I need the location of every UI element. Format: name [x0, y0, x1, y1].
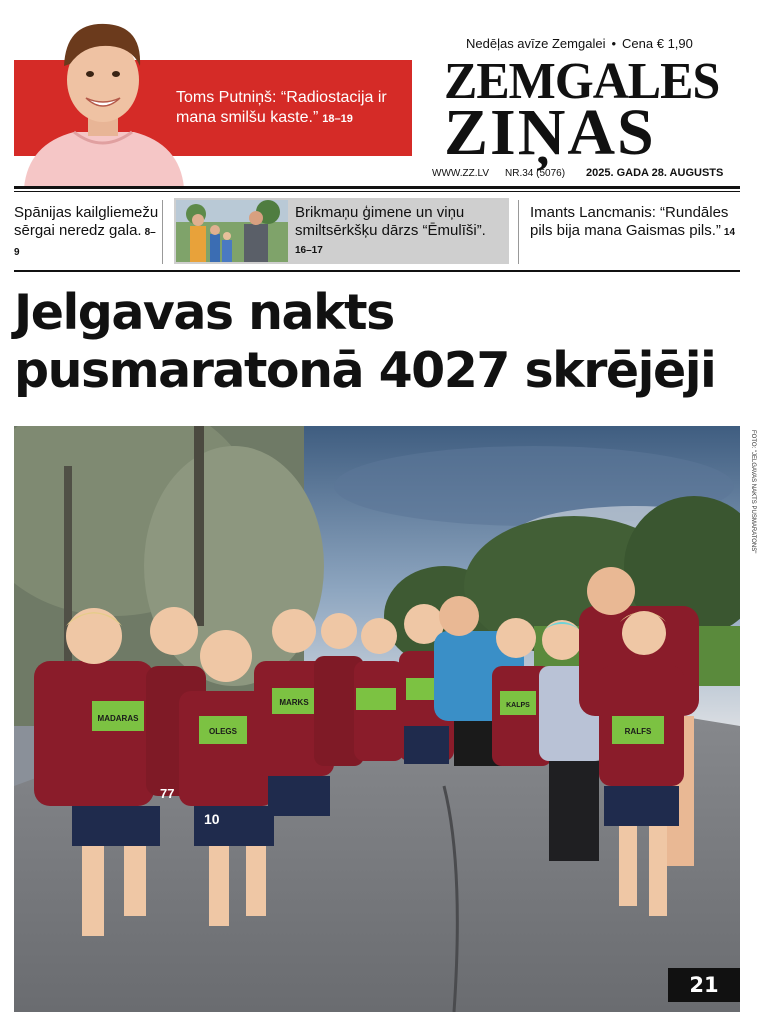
main-photo[interactable] [14, 426, 740, 1012]
page-number-badge: 21 [668, 968, 740, 1002]
bib-label: MARKS [279, 698, 309, 707]
teaser-rundale[interactable] [530, 204, 742, 242]
masthead-tagline [466, 36, 693, 51]
banner-quote[interactable] [176, 88, 406, 129]
teaser-family-text: Brikmaņu ģimene un viņu smiltsērkšķu dārzs “Ēmulīši”. [295, 204, 486, 239]
teaser-rundale-pages: 14 [723, 227, 736, 238]
teaser-divider [518, 200, 519, 264]
tagline-separator: • [611, 36, 617, 51]
bib-label: OLEGS [208, 727, 238, 736]
price-text: Cena € 1,90 [622, 36, 693, 51]
masthead-rule [14, 186, 740, 189]
teaser-portrait-image[interactable] [14, 14, 188, 188]
teaser-snails[interactable] [14, 204, 159, 262]
shirt-number: 10 [204, 811, 220, 827]
bib-label: MADARAS [97, 714, 139, 723]
teaser-divider [162, 200, 163, 264]
teaser-rundale-text: Imants Lancmanis: “Rundāles pils bija mana Gaismas pils.” [530, 204, 729, 239]
family-photo-thumbnail[interactable] [176, 200, 288, 262]
banner-quote-text: Toms Putniņš: “Radiostacija ir mana smilšu kaste.” [176, 89, 387, 126]
masthead-title-line1: ZEMGALES [444, 53, 720, 110]
issue-date: 2025. GADA 28. AUGUSTS [586, 167, 724, 179]
teaser-family-pages: 16–17 [295, 245, 323, 256]
teaser-snails-pages: 8–9 [14, 227, 156, 258]
teaser-rule [14, 270, 740, 272]
masthead-rule-thin [14, 191, 740, 192]
tagline-text: Nedēļas avīze Zemgalei [466, 36, 606, 51]
teaser-snails-text: Spānijas kailgliemežu sērgai neredz gala. [14, 204, 159, 239]
shirt-number: 77 [160, 786, 175, 801]
masthead-title-line2: ZIŅAS [444, 96, 656, 169]
banner-page-ref: 18–19 [322, 113, 353, 125]
issue-number: NR.34 (5076) [505, 168, 566, 179]
headline-line1: Jelgavas nakts [14, 284, 394, 341]
main-headline[interactable] [14, 284, 744, 400]
photo-credit: FOTO: "JELGAVAS NAKTS PUSMARATONS" [750, 430, 756, 554]
headline-line2: pusmaratonā 4027 skrējēji [14, 342, 716, 399]
bib-label: RALFS [624, 727, 652, 736]
bib-label: KALPS [506, 702, 530, 709]
website-url[interactable]: WWW.ZZ.LV [432, 168, 490, 179]
teaser-family[interactable] [295, 204, 507, 260]
